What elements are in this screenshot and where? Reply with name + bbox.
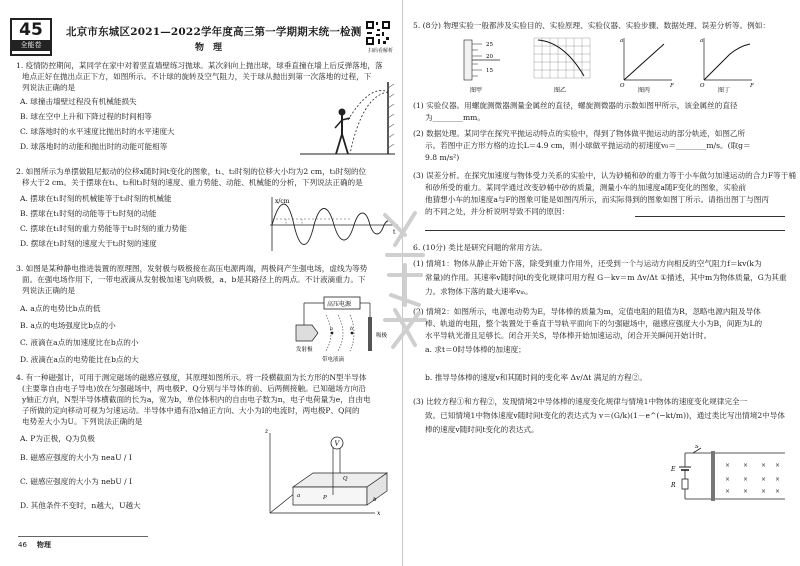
q6-label-R: R <box>671 482 676 489</box>
q6-p1-line-1: (1) 情境1：物体从静止开始下落，除受到重力作用外，还受到一个与运动方向相反的空气阻力f＝kv(k为 <box>413 259 762 268</box>
q6-p2-part-b: b. 推导导体棒的速度v和其随时间的变化率 Δv/Δt 满足的方程②。 <box>425 373 647 382</box>
svg-text:×: × <box>725 488 731 495</box>
qr-label: 扫码看解析 <box>368 48 394 54</box>
q5-scale-tick-25: 25 <box>486 42 493 48</box>
q2-axis-x-label: x/cm <box>275 198 290 205</box>
page-footer <box>18 540 51 550</box>
q6-p3-line-3: 棒的速度v随时间t变化的表达式。 <box>425 425 539 434</box>
q5-answer-line-1[interactable] <box>635 216 785 217</box>
q1-line-3: 列说法正确的是 <box>22 83 76 92</box>
q4-line-3: y轴正方向，N型半导体横截面的长为a，宽为b，单位体积内的自由电子数为n，电子电荷量为e，自由电 <box>22 395 371 404</box>
svg-text:O: O <box>620 83 625 89</box>
q5-scale-tick-15: 15 <box>486 68 493 74</box>
q5-figure-d <box>700 38 754 94</box>
q3-option-b[interactable]: B. a点的电场强度比b点的小 <box>20 321 116 330</box>
q6-p2-part-a: a. 求t＝0时导体棒的加速度； <box>425 345 526 354</box>
q2-damped-oscillation-graph <box>262 195 400 253</box>
q2-line-1: 2. 如图所示为单摆做阻尼振动的位移x随时间t变化的图象，t₁、t₂时刻的位移大小均为2 cm，t₃时刻的位 <box>16 167 367 176</box>
q3-line-3: 列说法正确的是 <box>22 286 76 295</box>
q2-line-2: 移大于2 cm。关于摆球在t₁、t₂和t₃时刻的速度、重力势能、动能、机械能的分析，下列说法正确的是 <box>22 178 363 187</box>
q2-axis-t-label: t <box>393 229 396 236</box>
svg-text:×: × <box>725 476 731 483</box>
q5-figure-c <box>620 38 674 94</box>
q6-label-E: E <box>671 466 676 473</box>
svg-text:×: × <box>761 488 767 495</box>
q3-option-d[interactable]: D. 液滴在a点的电势能比在b点的大 <box>20 355 139 364</box>
q6-p2-line-1: (2) 情境2：如图所示，电源电动势为E，导体棒的质量为m，定值电阻的阻值为R，忽略电源内阻及导体 <box>413 307 761 316</box>
q5-p2-line-1: (2) 数据处理。某同学在探究平抛运动特点的实验中，得到了物体做平抛运动的部分轨迹，如图乙所 <box>413 129 746 138</box>
q4-option-d[interactable]: D. 其他条件不变时，n越大，U越大 <box>20 501 141 510</box>
q5-p3-line-4: 的不同之处，并分析说明导致不同的原因： <box>425 207 570 216</box>
q6-intro: 6. (10分) 类比是研究问题的常用方法。 <box>413 243 547 252</box>
right-column <box>405 0 800 566</box>
q2-option-d[interactable]: D. 摆球在t₃时刻的速度大于t₂时刻的速度 <box>20 239 157 248</box>
q4-line-2: (主要靠自由电子导电)放在匀强磁场中，两电极P、Q分别与半导体的前、后两侧接触。已知磁场方向沿 <box>22 384 366 393</box>
svg-text:Q: Q <box>343 476 348 482</box>
svg-text:V: V <box>334 439 340 448</box>
qr-code-icon[interactable] <box>365 20 391 46</box>
q5-intro: 5. (8分) 物理实验一般都涉及实验目的、实验原理、实验仪器、实验步骤、数据处理、误差分析等。例如： <box>413 21 770 30</box>
q3-label-power: 高压电源 <box>327 301 352 308</box>
svg-text:a: a <box>620 38 624 44</box>
svg-text:×: × <box>761 476 767 483</box>
q4-option-c[interactable]: C. 磁感应强度的大小为 nebU / I <box>20 477 133 486</box>
q3-electrostatic-thruster-figure <box>292 293 400 365</box>
svg-text:×: × <box>775 488 781 495</box>
q6-p3-line-1: (3) 比较方程①和方程②，发现情境2中导体棒的速度变化规律与情境1中物体的速度变化规律完全一 <box>413 397 748 406</box>
q5-scale-tick-20: 20 <box>486 54 493 60</box>
svg-text:x: x <box>377 510 381 517</box>
svg-text:z: z <box>265 428 269 435</box>
badge-sub: 全能卷 <box>12 40 50 51</box>
svg-text:F: F <box>670 83 674 89</box>
q5-figure-b <box>534 38 590 94</box>
q5-p3-line-2: 和砂所受的重力。某同学通过改变砂桶中砂的质量，测量小车的加速度a随F变化的图象，实验前 <box>425 183 747 192</box>
q6-p2-line-2: 棒、轨道的电阻，整个装置处于垂直于导轨平面向下的匀强磁场中，磁感应强度大小为B，间距为L的 <box>425 319 763 328</box>
q2-option-c[interactable]: C. 摆球在t₁时刻的重力势能等于t₂时刻的重力势能 <box>20 224 187 233</box>
q4-hall-effect-figure <box>255 425 400 525</box>
q6-p3-line-2: 致。已知情境1中物体速度v随时间t变化的表达式为 v＝(G/k)(1－e^(−kt/m))，通过类比写出情境2中导体 <box>425 411 785 420</box>
q6-rail-circuit-figure <box>667 445 787 507</box>
badge-number: 45 <box>19 20 43 40</box>
q4-option-b[interactable]: B. 磁感应强度的大小为 neaU / I <box>20 453 132 462</box>
q3-line-2: 面。在强电场作用下，一带电液滴从发射极加速飞向吸极，a、b是其路径上的两点。不计液滴重力。下 <box>22 275 366 284</box>
svg-text:F: F <box>750 83 754 89</box>
footer-rule <box>18 536 148 537</box>
q3-line-1: 3. 如图是某种静电推进装置的原理图，发射极与吸极接在高压电源两端，两极间产生强电场，虚线为等势 <box>16 264 368 273</box>
q5-figure-b-label: 图乙 <box>554 87 567 94</box>
svg-text:a: a <box>297 493 301 499</box>
q3-label-droplet: 带电液滴 <box>322 357 345 363</box>
q1-line-2: 地点正好在抛出点正下方，如图所示。不计球的旋转及空气阻力，关于球从抛出到第一次落地的过程，下 <box>22 72 372 81</box>
q6-label-S: S <box>695 445 699 450</box>
q1-wall-ball-figure <box>300 82 400 164</box>
q5-figure-c-label: 图丙 <box>638 87 651 94</box>
q5-figure-a-label: 图甲 <box>470 87 483 94</box>
q4-line-4: 子所做的定向移动可视为匀速运动。半导体中通有沿x轴正方向、大小为I的电流时，两电极P、Q间的 <box>22 406 360 415</box>
q2-option-b[interactable]: B. 摆球在t₁时刻的动能等于t₂时刻的动能 <box>20 209 157 218</box>
q3-label-emitter: 发射极 <box>296 347 313 353</box>
q5-p1-line-2: 为________mm。 <box>425 113 485 122</box>
svg-text:a: a <box>700 38 704 44</box>
q1-option-c[interactable]: C. 球落地时的水平速度比抛出时的水平速度大 <box>20 127 175 136</box>
q2-option-a[interactable]: A. 摆球在t₁时刻的机械能等于t₃时刻的机械能 <box>20 194 172 203</box>
q5-p3-line-1: (3) 误差分析。在探究加速度与物体受力关系的实验中，认为砂桶和砂的重力等于小车做匀加速运动的合力F等于桶 <box>413 171 796 180</box>
q5-p3-line-3: 他猜想小车的加速度a与F的图象可能是如图丙所示，而实际得到的图象如图丁所示。请指出图丁与图丙 <box>425 195 769 204</box>
q5-p2-line-3: 9.8 m/s²) <box>425 153 460 162</box>
q3-option-c[interactable]: C. 液滴在a点的加速度比在b点的小 <box>20 338 139 347</box>
q6-p1-line-2: 常量)的作用。其速率v随时间t的变化规律可用方程 G－kv＝m Δv/Δt ①描述，其中m为物体质量，G为其重 <box>425 273 787 282</box>
footer-subject: 物理 <box>36 541 51 549</box>
q3-label-collector: 吸极 <box>376 333 388 339</box>
q1-option-a[interactable]: A. 球撞击墙壁过程没有机械能损失 <box>20 97 137 106</box>
q1-line-1: 1. 疫情防控期间，某同学在家中对着竖直墙壁练习抛球。某次斜向上抛出球，球垂直撞在墙上后反弹落地，落 <box>16 61 383 70</box>
q3-option-a[interactable]: A. a点的电势比b点的低 <box>20 304 101 313</box>
q6-p1-line-3: 力。求物体下落的最大速率vₘ。 <box>425 287 533 296</box>
q6-field-mark: × <box>725 462 731 469</box>
q1-option-d[interactable]: D. 球落地时的动能和抛出时的动能可能相等 <box>20 142 168 151</box>
svg-text:×: × <box>743 476 749 483</box>
svg-text:×: × <box>761 462 767 469</box>
q6-p2-line-3: 水平导轨光滑且足够长。闭合开关S，导体棒开始加速运动，闭合开关瞬间开始计时。 <box>425 331 712 340</box>
q4-line-5: 电势差大小为U。下列说法正确的是 <box>22 417 143 426</box>
svg-text:b: b <box>373 497 377 503</box>
svg-text:a: a <box>330 326 333 332</box>
q5-answer-line-2[interactable] <box>425 230 785 231</box>
svg-text:×: × <box>775 476 781 483</box>
svg-text:b: b <box>350 326 354 332</box>
paper-number-badge <box>10 18 52 56</box>
svg-text:×: × <box>775 462 781 469</box>
q1-option-b[interactable]: B. 球在空中上升和下降过程的时间相等 <box>20 112 152 121</box>
svg-text:P: P <box>323 495 327 501</box>
q5-p2-line-2: 示。若图中正方形方格的边长L＝4.9 cm，则小球做平抛运动的初速度v₀＝________m/s。(取g＝ <box>425 141 751 150</box>
svg-text:×: × <box>743 488 749 495</box>
q4-line-1: 4. 有一种磁强计，可用于测定磁场的磁感应强度，其原理如图所示。将一段横截面为长方形的N型半导体 <box>16 373 367 382</box>
exam-title: 北京市东城区2021—2022学年度高三第一学期期末统一检测 <box>66 26 362 38</box>
q5-figures-row <box>460 36 790 94</box>
q5-figure-d-label: 图丁 <box>718 87 731 94</box>
q5-p1-line-1: (1) 实验仪器。用螺旋测微器测量金属丝的直径，螺旋测微器的示数如图甲所示，该金属丝的直径 <box>413 101 738 110</box>
q5-figure-a <box>464 40 500 94</box>
q4-option-a[interactable]: A. P为正极，Q为负极 <box>20 434 95 443</box>
page-number: 46 <box>18 541 27 549</box>
svg-text:O: O <box>700 83 705 89</box>
svg-text:×: × <box>743 462 749 469</box>
subject-title: 物 理 <box>195 43 223 53</box>
